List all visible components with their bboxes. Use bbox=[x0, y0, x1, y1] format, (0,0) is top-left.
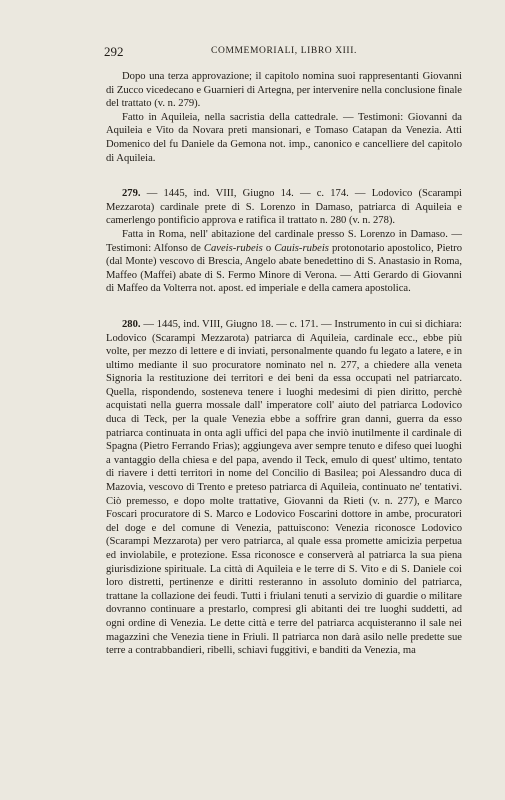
page-body bbox=[106, 70, 462, 658]
entry-280-number: 280. bbox=[122, 318, 141, 330]
running-title: COMMEMORIALI, LIBRO XIII. bbox=[211, 46, 357, 56]
entry-280-text bbox=[106, 318, 462, 658]
entry-279-attestation-part-1: Fatta in Roma, nell' abitazione del cardinale presso S. Lorenzo in Damaso. — Testimoni: Alfonso de bbox=[106, 228, 462, 254]
entry-279-attestation bbox=[106, 228, 462, 296]
carryover-paragraph-1: Dopo una terza approvazione; il capitolo nomina suoi rappresentanti Giovanni di Zucco vicedecano e Guarnieri di Artegna, per intervenire nella conclusione finale del trattato (v. n. 279). bbox=[106, 71, 462, 110]
entry-279-text: Lodovico (Scarampi Mezzarota) cardinale prete di S. Lorenzo in Damaso, patriarca di Aquileia e camerlengo pontificio approva e ratifica il trattato n. 280 (v. n. 278). bbox=[106, 188, 462, 227]
page-header bbox=[104, 44, 464, 62]
entry-280-body: Instrumento in cui si dichiara: Lodovico (Scarampi Mezzarota) patriarca di Aquileia, cardinale ecc., ebbe più volte, per mezzo di lettere e di inviati, personalmente quando fu legato a latere, e in ultimo mediante il suo procuratore nominato nel n. 277, a chiedere alla veneta Signoria la restituzione dei territori e dei beni da essa occupati nel patriarcato. Quella, rispondendo, sosteneva tenere i luoghi medesimi di pien diritto, perchè acquistati nella guerra mossale dall' imperatore coll' aiuto del patriarca Lodovico duca di Teck, per la quale Venezia ebbe a soffrire gran danni, guerra da esso patriarca continuata in onta agli uffici del papa che inviò inutilmente il cardinale di Spagna (Pietro Ferrando Frias); aggiungeva aver sempre tenuto e difeso quei luoghi a vantaggio della chiesa e del papa, avendo il Teck, emulo di quest' ultimo, tentato di riavere i detti territori in nome del Concilio di Basilea; poi Alessandro duca di Mazovia, vescovo di Trento e preteso patriarca di Aquileia, continuato ne' tentativi. Ciò premesso, e dopo molte trattative, Giovanni da Rieti (v. n. 277), e Marco Foscari procuratore di S. Marco e Lodovico Foscarini dottore in ambe, procuratori del doge e del comune di Venezia, pattuiscono: Venezia riconosce Lodovico (Scarampi Mezzarota) per vero patriarca, al quale essa promette amicizia perpetua ed inviolabile, e protezione. Essa riconosce e conserverà al patriarca la sua piena giurisdizione spirituale. La città di Aquileia e le terre di S. Vito e di S. Daniele coi loro distretti, pertinenze e diritti resteranno in assoluto dominio del patriarca, trattane la collazione dei feudi. Tutti i friulani tenuti a servizio di guardie o militare dovranno continuare a prestarlo, compresi gli abitanti dei tre luoghi suddetti, ad ogni ordine di Venezia. Le dette città e terre del patriarca acquisteranno il sale nei magazzini che Venezia tiene in Friuli. Il patriarca non darà asilo nelle predette sue terre a contrabbandieri, ribelli, schiavi fuggitivi, e banditi da Venezia, ma bbox=[106, 318, 462, 657]
entry-279-attestation-part-2: o bbox=[262, 242, 275, 254]
entry-279-name-variant-2: Cauis-rubeis bbox=[274, 242, 329, 254]
entry-280-heading: — 1445, ind. VIII, Giugno 18. — c. 171. — bbox=[143, 318, 332, 330]
entry-279-attestation-part-3: protonotario apostolico, Pietro (dal Monte) vescovo di Brescia, Angelo abate benedettino di S. Anastasio in Roma, Maffeo (Maffei) abate di S. Fermo Minore di Verona. — Atti Gerardo di Giovanni di Maffeo da Volterra not. apost. ed imperiale e della camera apostolica. bbox=[106, 242, 462, 295]
entry-279-number: 279. bbox=[122, 188, 141, 200]
spacer bbox=[106, 165, 462, 187]
entry-279-name-variant-1: Caveis-rubeis bbox=[203, 242, 263, 254]
entry-279-summary bbox=[106, 187, 462, 228]
spacer bbox=[106, 296, 462, 318]
page-number: 292 bbox=[104, 44, 124, 59]
entry-279-heading: — 1445, ind. VIII, Giugno 14. — c. 174. — bbox=[146, 188, 366, 200]
carryover-paragraph-2: Fatto in Aquileia, nella sacristia della cattedrale. — Testimoni: Giovanni da Aquileia e Vito da Novara preti mansionari, e Tomaso Catapan da Venezia. Atti Domenico del fu Daniele da Gemona not. imp., canonico e cancelliere del capitolo di Aquileia. bbox=[106, 111, 462, 164]
